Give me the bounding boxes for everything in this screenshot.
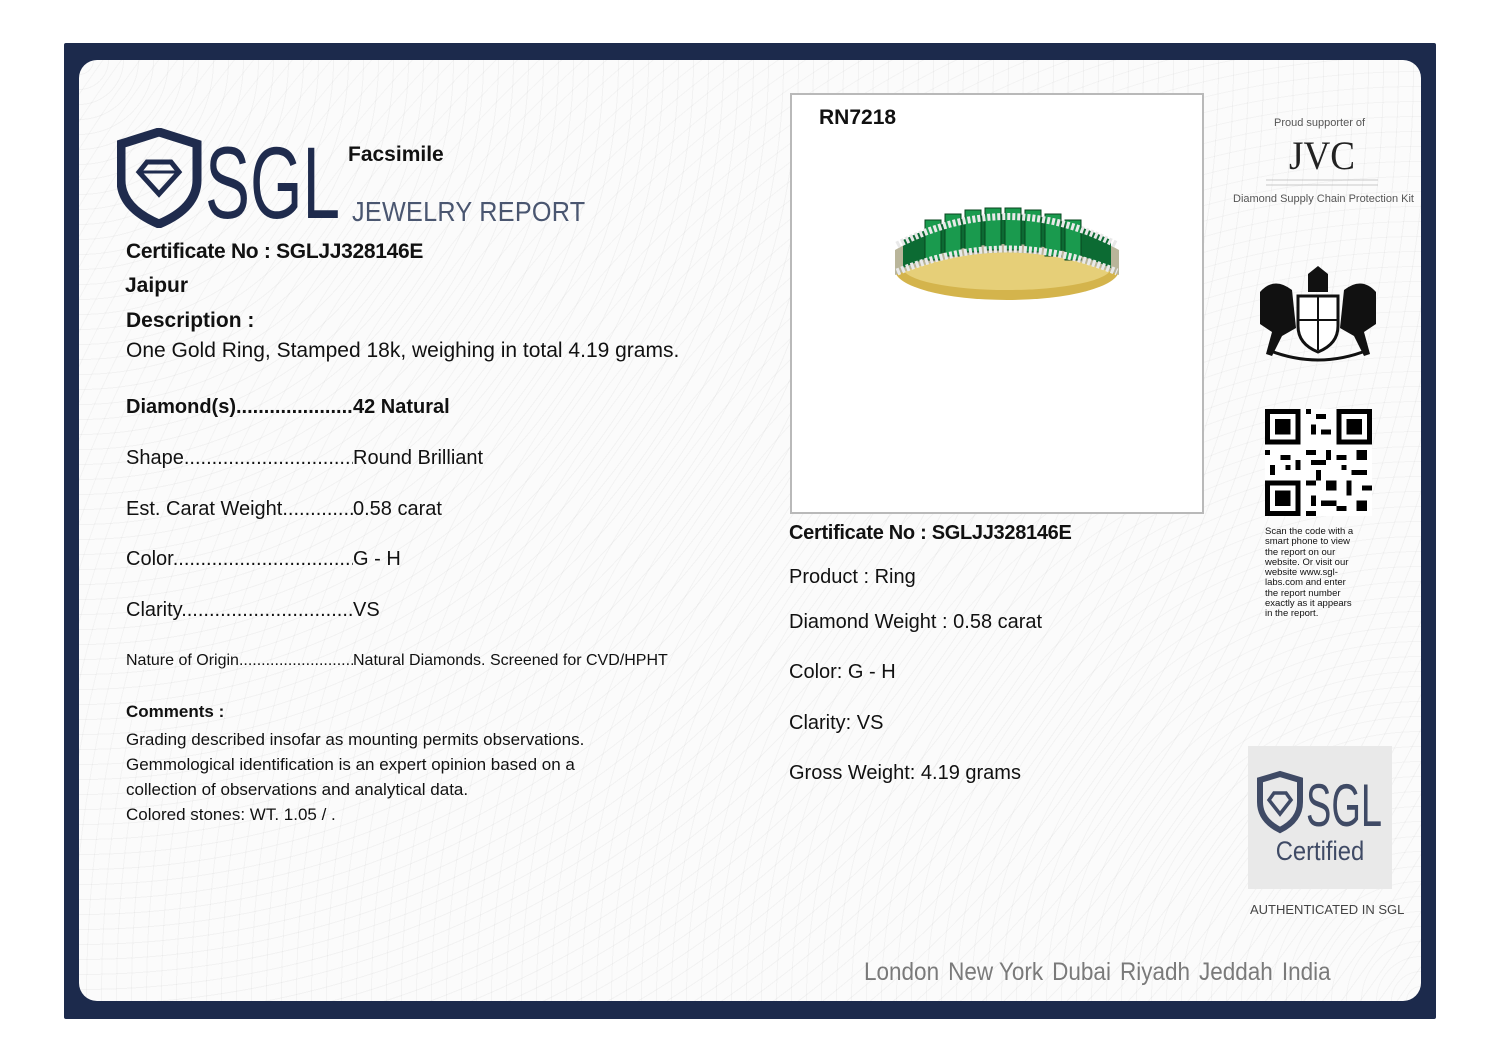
qr-text-line: exactly as it appears — [1265, 598, 1352, 610]
qr-text-line: labs.com and enter — [1265, 577, 1346, 589]
detail-label: Clarity ..... — [126, 599, 353, 622]
product-line: Product : Ring — [789, 566, 916, 588]
detail-label: Est. Carat Weight ..... — [126, 498, 353, 521]
detail-label: Diamond(s) ..... — [126, 396, 353, 419]
qr-text-line: smart phone to view — [1265, 536, 1351, 548]
comment-line: collection of observations and analytical data. — [126, 780, 469, 799]
jvc-proud-text: Proud supporter of — [1274, 117, 1366, 129]
right-certificate-number: Certificate No : SGLJJ328146E — [789, 522, 1072, 544]
gross-weight-line: Gross Weight: 4.19 grams — [789, 762, 1021, 784]
detail-row-color — [126, 548, 401, 571]
watermark-label: Facsimile — [348, 143, 444, 166]
detail-row-origin — [126, 652, 668, 670]
color-line: Color: G - H — [789, 661, 896, 683]
city-riyadh: Riyadh — [1119, 958, 1190, 986]
detail-label: Nature of Origin ..... — [126, 652, 353, 670]
photo-code: RN7218 — [819, 106, 897, 129]
comments-label: Comments : — [126, 702, 225, 721]
sgl-shield-logo — [117, 128, 347, 228]
detail-label: Shape ..... — [126, 447, 353, 470]
qr-text-line: Scan the code with a — [1265, 526, 1354, 537]
detail-value: 0.58 carat — [353, 498, 442, 520]
comment-line: Grading described insofar as mounting permits observations. — [126, 730, 585, 749]
authenticated-label: AUTHENTICATED IN SGL — [1250, 902, 1405, 917]
clarity-line: Clarity: VS — [789, 712, 884, 734]
qr-text-line: in the report. — [1265, 608, 1319, 620]
svg-text:JVC: JVC — [1289, 133, 1355, 178]
city-london: London — [864, 958, 940, 986]
description-text: One Gold Ring, Stamped 18k, weighing in total 4.19 grams. — [126, 339, 680, 362]
detail-value: Natural Diamonds. Screened for CVD/HPHT — [353, 652, 668, 669]
qr-text-line: the report on our — [1265, 546, 1336, 558]
city-dubai: Dubai — [1052, 958, 1111, 986]
badge-certified-label: Certified — [1275, 836, 1365, 866]
detail-row-diamonds — [126, 396, 450, 419]
jvc-logo — [1262, 133, 1382, 189]
comment-line: Gemmological identification is an expert opinion based on a — [126, 755, 575, 774]
detail-row-clarity — [126, 599, 380, 622]
city-india: India — [1281, 958, 1331, 986]
qr-instructions — [1265, 527, 1370, 620]
comment-line: Colored stones: WT. 1.05 / . — [126, 805, 336, 824]
city-new-york: New York — [948, 958, 1044, 986]
report-title: JEWELRY REPORT — [352, 196, 586, 227]
diamond-weight-line: Diamond Weight : 0.58 carat — [789, 611, 1043, 633]
detail-value: VS — [353, 599, 380, 621]
sgl-badge-logo — [1256, 768, 1386, 836]
svg-text:SGL: SGL — [1306, 772, 1382, 836]
qr-text-line: website www.sgl- — [1265, 567, 1338, 579]
detail-value: 42 Natural — [353, 396, 450, 418]
crest-emblem — [1252, 266, 1384, 362]
qr-code — [1265, 409, 1372, 516]
city-jeddah: Jeddah — [1198, 958, 1273, 986]
qr-text-line: website. Or visit our — [1265, 556, 1349, 568]
comments-block — [126, 727, 584, 827]
detail-label: Color ..... — [126, 548, 353, 571]
city-list — [864, 958, 1331, 987]
detail-row-carat — [126, 498, 442, 521]
certificate-number: Certificate No : SGLJJ328146E — [126, 240, 424, 263]
description-label: Description : — [126, 309, 255, 332]
issue-city: Jaipur — [125, 274, 189, 297]
detail-value: G - H — [353, 548, 401, 570]
jvc-kit-text: Diamond Supply Chain Protection Kit — [1233, 193, 1414, 205]
detail-row-shape — [126, 447, 483, 470]
qr-text-line: the report number — [1265, 587, 1341, 599]
detail-value: Round Brilliant — [353, 447, 484, 469]
svg-text:SGL: SGL — [205, 128, 340, 228]
ring-photo — [885, 190, 1130, 320]
